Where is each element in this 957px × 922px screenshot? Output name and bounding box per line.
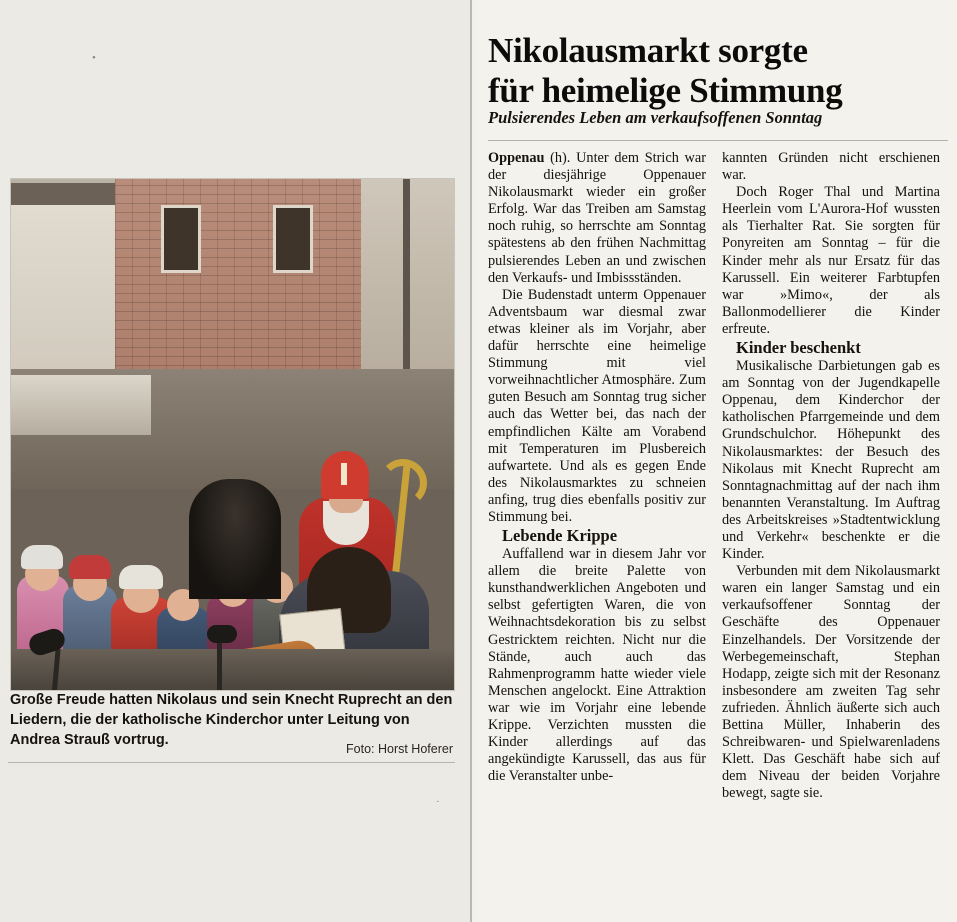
photo-credit: Foto: Horst Hoferer: [346, 742, 453, 756]
article-text-column-1: [488, 150, 706, 785]
photo-window-left: [161, 205, 201, 273]
news-photo: [10, 178, 455, 691]
photo-knecht-ruprecht: [189, 479, 281, 599]
article-subhead: Pulsierendes Leben am verkaufsoffenen Sonntag: [488, 108, 823, 127]
article-paragraph: kannten Gründen nicht erschienen war.: [722, 150, 940, 184]
dateline-place: Oppenau: [488, 150, 545, 166]
photo-column: [0, 0, 470, 922]
article-paragraph: Die Budenstadt unterm Oppenauer Adventsbaum war diesmal zwar etwas kleiner als im Vorjahr, aber dafür herrschte eine heimelige Stimmung mit viel vorweihnachtlicher Atmosphäre. Zum guten Besuch am Sonntag trug sicher auch das Wetter bei, das nach der empfindlichen Kälte am Vorabend mit Temperaturen im Plusbereich aufwartete. Und als es gegen Ende des Nikolausmarktes zu schneien anfing, trug dies ebenfalls positiv zur Stimmung bei.: [488, 286, 706, 525]
caption-divider: [8, 762, 455, 763]
photo-child-hat: [69, 555, 111, 579]
article-paragraph: Verbunden mit dem Nikolausmarkt waren ein langer Samstag und ein verkaufsoffener Sonntag der Geschäfte des Oppenauer Einzelhandels. Der Vorsitzende der Werbegemeinschaft, Stephan Hodapp, zeigte sich mit der Resonanz insbesondere am zweiten Tag sehr zufrieden. Ähnlich äußerte sich auch Bettina Müller, Inhaberin des Schreibwaren- und Spielwarenladens Klett. Das Geschäft habe sich auf dem Niveau der beiden Vorjahre bewegt, sagte sie.: [722, 563, 940, 802]
photo-microphone-stand: [217, 639, 222, 691]
column-divider: [470, 0, 472, 922]
dateline-initials: (h).: [550, 150, 571, 166]
section-heading-lebende-krippe: Lebende Krippe: [502, 526, 618, 546]
photo-building-left-roof: [11, 183, 121, 205]
article-column: [478, 0, 957, 922]
scan-mark-bottom: ·: [436, 796, 440, 808]
photo-market-stall: [11, 375, 151, 435]
headline-line-1: Nikolausmarkt sorgte: [488, 31, 808, 71]
article-paragraph: Auffallend war in diesem Jahr vor allem die breite Palette von kunsthandwerklichen Angeboten und selbst gefertigten Waren, die von Weihnachtsdekoration bis zu selbst Gestricktem reichten. Nicht nur die Stände, auch auch das Rahmenprogramm hatte wieder viele Menschen angelockt. Eine Attraktion war wie im Vorjahr eine lebende Krippe. Verzichten mussten die Kinder allerdings auf das angekündigte Karussell, das aus für die Veranstalter unbe-: [488, 546, 706, 785]
photo-microphone: [207, 625, 237, 643]
article-paragraph: [488, 150, 706, 287]
article-text-column-2: [722, 150, 940, 802]
paragraph-text: Unter dem Strich war der diesjährige Oppenauer Nikolausmarkt wieder ein großer Erfolg. War das Treiben am Samstag noch ruhig, so herrschte am Sonntag spätestens ab den frühen Nachmittag pulsierendes Leben an und zwischen den Verkaufs- und Imbissständen.: [488, 150, 706, 286]
page-title: [488, 31, 948, 111]
subhead-divider: [488, 140, 948, 141]
photo-ground: [11, 649, 454, 690]
headline-line-2: für heimelige Stimmung: [488, 71, 843, 111]
photo-mitre-cross: [341, 463, 347, 485]
photo-crozier-curl: [379, 459, 427, 507]
article-paragraph: Musikalische Darbietungen gab es am Sonntag von der Jugendkapelle Oppenau, dem Kinderchor der katholischen Pfarrgemeinde und dem Grundschulchor. Höhepunkt des Nikolausmarktes: der Besuch des Nikolaus mit Knecht Ruprecht am Sonntagnachmittag auf der nach ihm benannten Veranstaltung. Im Auftrag des Arbeitskreises »Stadtentwicklung und Verkehr« beschenkte er die Kinder.: [722, 358, 940, 563]
section-heading-kinder-beschenkt: Kinder beschenkt: [736, 338, 861, 358]
photo-child-hat: [21, 545, 63, 569]
photo-caption: Große Freude hatten Nikolaus und sein Knecht Ruprecht an den Liedern, die der katholische Kinderchor unter Leitung von Andrea Strauß vortrug.: [10, 692, 453, 748]
photo-child-hat: [119, 565, 163, 589]
scan-mark-top: •: [92, 52, 96, 64]
photo-window-right: [273, 205, 313, 273]
article-paragraph: Doch Roger Thal und Martina Heerlein vom L'Aurora-Hof wussten als Tierhalter Rat. Sie sorgten für Ponyreiten am Sonntag – für die Kinder mehr als nur Ersatz für das Karussell. Ein weiterer Farbtupfen war »Mimo«, der als Ballonmodellierer die Kinder erfreute.: [722, 184, 940, 337]
